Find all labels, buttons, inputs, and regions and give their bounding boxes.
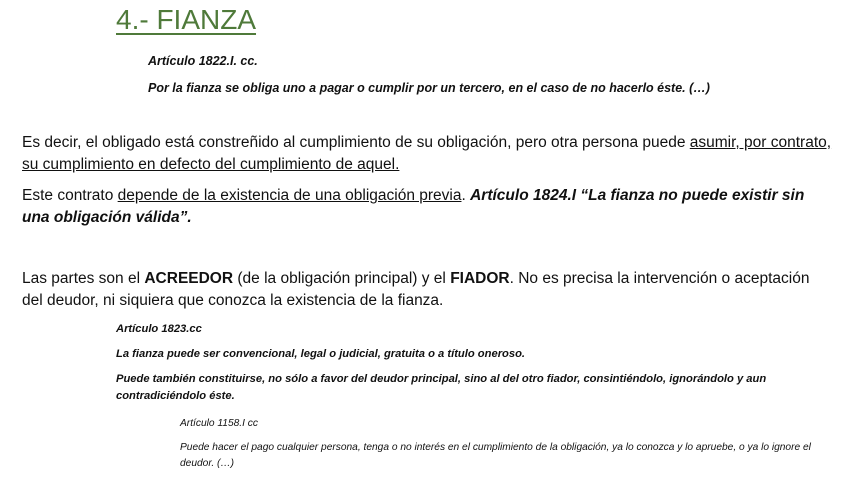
article-1823-line-2: Puede también constituirse, no sólo a favor del deudor principal, sino al del otro fiador, consintiéndolo, ignorándolo y aun contradiciéndolo éste. (116, 373, 767, 402)
article-1823-line-1: La fianza puede ser convencional, legal o judicial, gratuita o a título oneroso. (116, 348, 526, 360)
acreedor-term: ACREEDOR (144, 270, 234, 287)
article-1824-quote: Artículo 1824.I “La fianza no puede existir sin una obligación válida”. (22, 187, 805, 226)
paragraph-definition (22, 132, 832, 176)
paragraph-parties-text-1: Las partes son el (22, 270, 145, 287)
paragraph-parties (22, 268, 832, 312)
article-1822-heading: Artículo 1822.I. cc. (148, 54, 258, 68)
fiador-term: FIADOR (450, 270, 510, 287)
page-title: 4.- FIANZA (116, 4, 257, 35)
article-1823-heading: Artículo 1823.cc (116, 323, 202, 335)
paragraph-parties-text-3: . No es precisa la intervención o aceptación del deudor, ni siquiera que conozca la existencia de la fianza. (22, 270, 810, 309)
article-1158-heading: Artículo 1158.I cc (180, 418, 258, 429)
paragraph-dependency (22, 185, 832, 229)
paragraph-parties-text-2: (de la obligación principal) y el (233, 270, 451, 287)
paragraph-dependency-underlined: depende de la existencia de una obligación previa (117, 187, 462, 204)
paragraph-dependency-sep: . (461, 187, 471, 204)
paragraph-definition-underlined: asumir, por contrato, su cumplimiento en defecto del cumplimiento de aquel. (22, 134, 832, 173)
article-1822-text: Por la fianza se obliga uno a pagar o cumplir por un tercero, en el caso de no hacerlo éste. (…) (148, 81, 710, 95)
paragraph-dependency-text: Este contrato (22, 187, 118, 204)
paragraph-definition-text: Es decir, el obligado está constreñido al cumplimiento de su obligación, pero otra persona puede (22, 134, 690, 151)
article-1158-text: Puede hacer el pago cualquier persona, tenga o no interés en el cumplimiento de la obligación, ya lo conozca y lo apruebe, o ya lo ignore el deudor. (…) (180, 442, 811, 469)
